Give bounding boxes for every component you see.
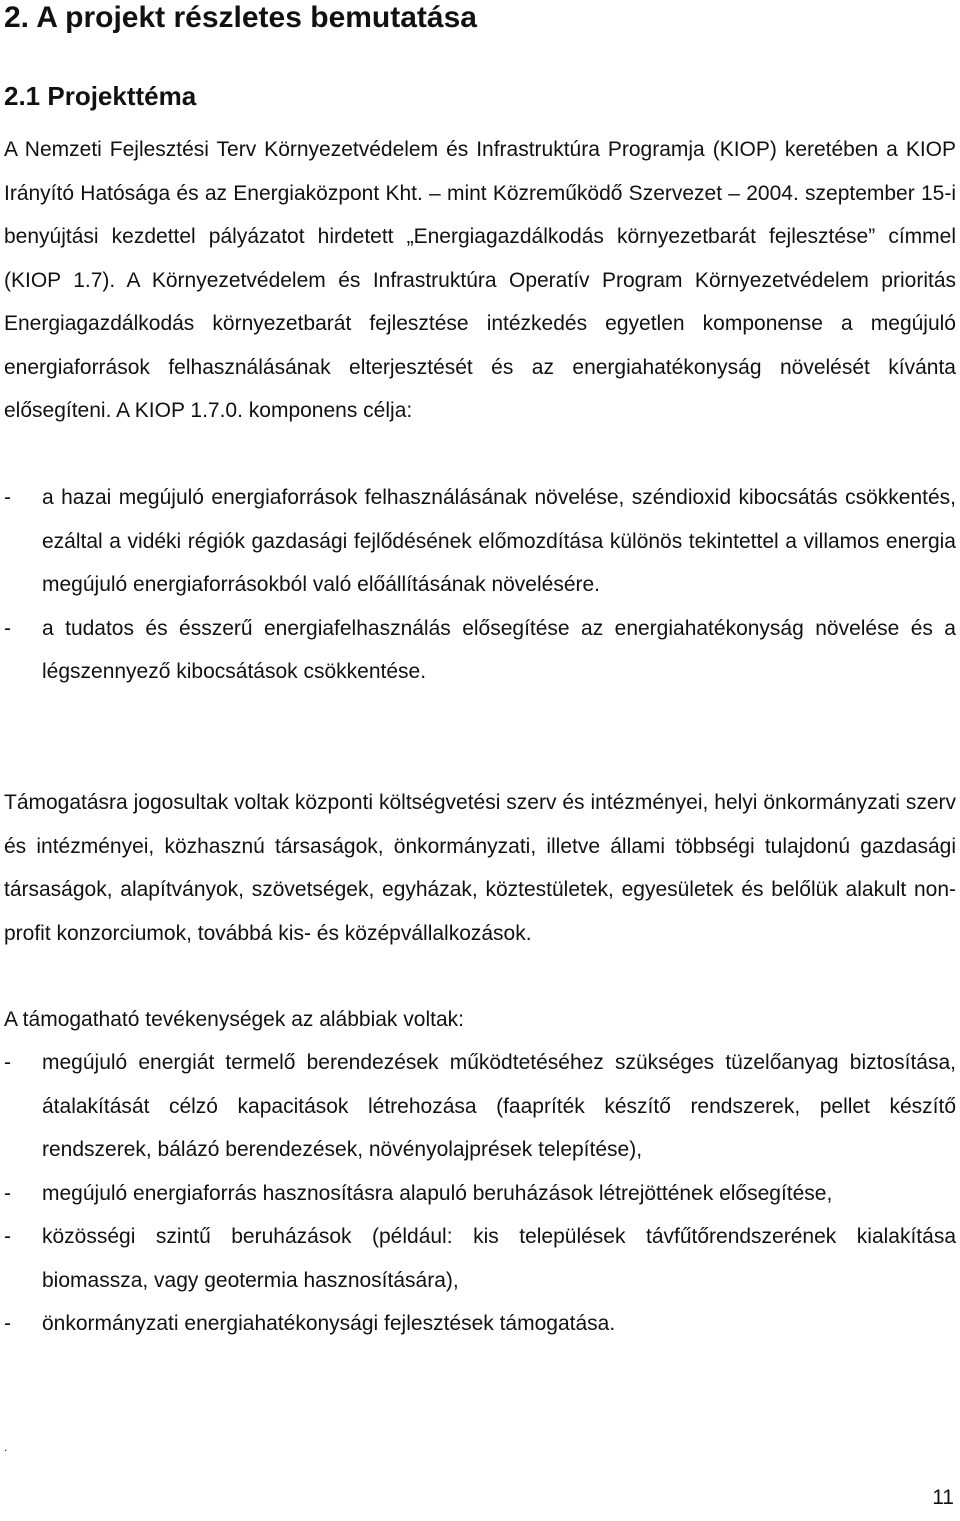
list-item <box>4 476 956 607</box>
list-item-text: a tudatos és ésszerű energiafelhasználás elősegítése az energiahatékonyság növelése és a légszennyező kibocsátások csökkentése. <box>42 616 956 683</box>
intro-paragraph: A Nemzeti Fejlesztési Terv Környezetvédelem és Infrastruktúra Programja (KIOP) keretében a KIOP Irányító Hatósága és az Energiaközpont Kht. – mint Közreműködő Szervezet – 2004. szeptember 15-i benyújtási kezdettel pályázatot hirdetett „Energiagazdálkodás környezetbarát fejlesztése” címmel (KIOP 1.7). A Környezetvédelem és Infrastruktúra Operatív Program Környezetvédelem prioritás Energiagazdálkodás környezetbarát fejlesztése intézkedés egyetlen komponense a megújuló energiaforrások felhasználásának elterjesztését és az energiahatékonyság növelését kívánta elősegíteni. A KIOP 1.7.0. komponens célja: <box>4 138 956 422</box>
eligibility-paragraph: Támogatásra jogosultak voltak központi költségvetési szerv és intézményei, helyi önkormányzati szerv és intézményei, közhasznú társaságok, önkormányzati, illetve állami többségi tulajdonú gazdasági társaságok, alapítványok, szövetségek, egyházak, köztestületek, egyesületek és belőlük alakult non-profit konzorciumok, továbbá kis- és középvállalkozások. <box>4 791 956 945</box>
page-number: 11 <box>932 1486 954 1509</box>
subsection-heading: 2.1 Projekttéma <box>4 81 197 111</box>
activities-intro: A támogatható tevékenységek az alábbiak voltak: <box>4 1008 464 1031</box>
activities-list <box>4 1041 956 1346</box>
list-item-text: közösségi szintű beruházások (például: kis települések távfűtőrendszerének kialakítása biomassza, vagy geotermia hasznosítására), <box>42 1225 956 1292</box>
trailing-dot: . <box>4 1440 8 1454</box>
list-dash: - <box>4 1312 11 1335</box>
list-dash: - <box>4 1225 11 1248</box>
list-item-text: önkormányzati energiahatékonysági fejlesztések támogatása. <box>42 1312 616 1335</box>
list-item <box>4 1172 956 1216</box>
list-item-text: megújuló energiaforrás hasznosításra alapuló beruházások létrejöttének elősegítése, <box>42 1181 833 1205</box>
list-item <box>4 607 956 694</box>
list-item <box>4 1215 956 1302</box>
list-dash: - <box>4 486 11 509</box>
goals-list <box>4 476 956 694</box>
list-item-text: megújuló energiát termelő berendezések működtetéséhez szükséges tüzelőanyag biztosítása, átalakítását célzó kapacitások létrehozása (faapríték készítő rendszerek, pellet készítő rendszerek, bálázó berendezések, növényolajprések telepítése), <box>42 1051 956 1161</box>
list-item <box>4 1302 956 1346</box>
list-dash: - <box>4 1181 11 1205</box>
list-dash: - <box>4 1051 11 1074</box>
list-item <box>4 1041 956 1172</box>
list-item-text: a hazai megújuló energiaforrások felhasználásának növelése, széndioxid kibocsátás csökkentés, ezáltal a vidéki régiók gazdasági fejlődésének előmozdítása különös tekintettel a villamos energia megújuló energiaforrásokból való előállításának növelésére. <box>42 486 956 596</box>
list-dash: - <box>4 616 11 640</box>
section-heading: 2. A projekt részletes bemutatása <box>4 1 477 34</box>
